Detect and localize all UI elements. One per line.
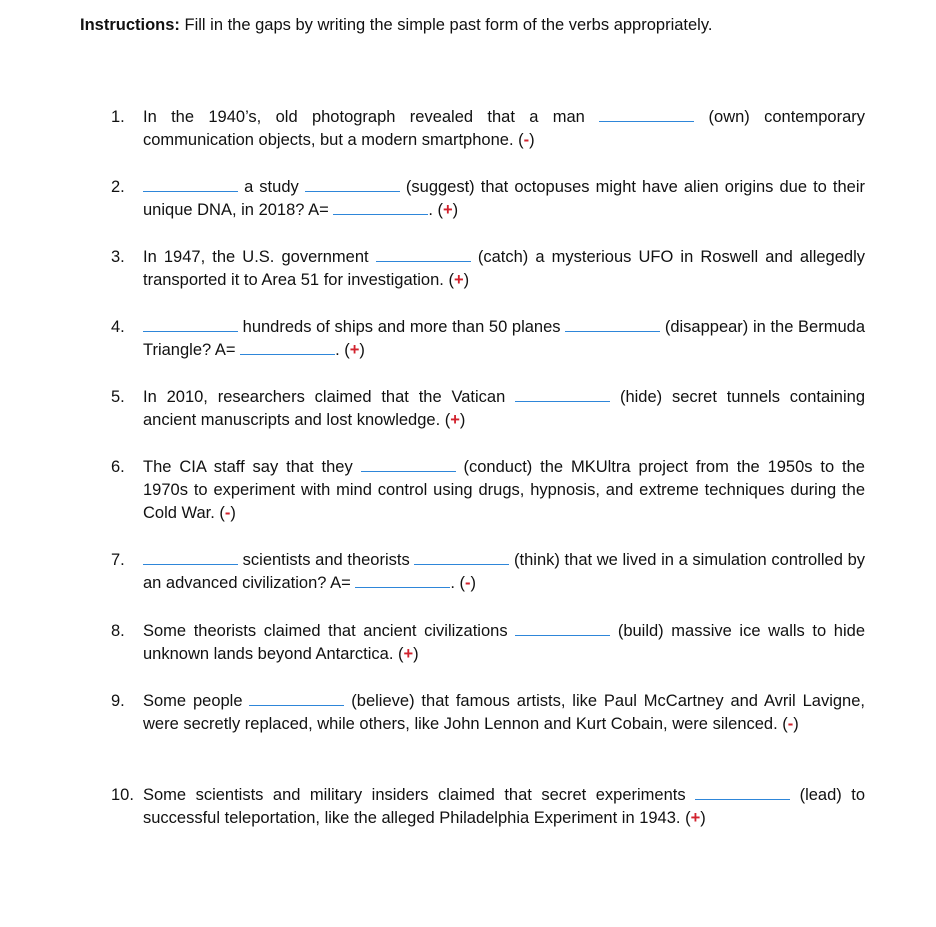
question-5 — [111, 386, 865, 432]
answer-gap[interactable] — [143, 177, 238, 192]
answer-gap[interactable] — [305, 177, 400, 192]
sign-mark: (-) — [219, 504, 236, 522]
question-text: In the 1940’s, old photograph revealed that a man — [143, 108, 600, 126]
question-number: 2. — [111, 178, 125, 196]
answer-gap[interactable] — [143, 550, 238, 565]
answer-gap[interactable] — [414, 550, 509, 565]
question-text: . — [335, 341, 345, 359]
question-text: In 2010, researchers claimed that the Vatican — [143, 388, 516, 406]
question-text: (catch) a mysterious UFO in Roswell and allegedly transported it to Area 51 for investigation. — [143, 248, 865, 289]
question-number: 8. — [111, 622, 125, 640]
sign-mark: (-) — [459, 574, 477, 592]
question-text: (hide) secret tunnels containing ancient manuscripts and lost knowledge. — [143, 388, 865, 429]
question-number: 10. — [111, 786, 134, 804]
question-text: (build) massive ice walls to hide unknown lands beyond Antarctica. — [143, 622, 865, 663]
sign-symbol: - — [224, 504, 231, 522]
answer-gap[interactable] — [515, 387, 610, 402]
instructions-text: Fill in the gaps by writing the simple past form of the verbs appropriately. — [179, 16, 713, 34]
question-text: In 1947, the U.S. government — [143, 248, 376, 266]
answer-gap[interactable] — [599, 107, 694, 122]
question-text: (think) that we lived in a simulation controlled by an advanced civilization? A= — [143, 551, 866, 592]
question-text: a study — [238, 178, 305, 196]
question-text: The CIA staff say that they — [143, 458, 361, 476]
question-7 — [111, 549, 865, 595]
answer-gap[interactable] — [249, 691, 344, 706]
question-1 — [111, 106, 865, 152]
sign-symbol: + — [349, 341, 360, 359]
question-text: (own) contemporary communication objects, but a modern smartphone. — [143, 108, 865, 149]
answer-gap[interactable] — [515, 621, 610, 636]
sign-mark: (+) — [448, 271, 470, 289]
question-text: Some scientists and military insiders claimed that secret experiments — [143, 786, 696, 804]
instructions-label: Instructions: — [80, 16, 180, 34]
question-number: 1. — [111, 108, 125, 126]
question-number: 9. — [111, 692, 125, 710]
sign-mark: (+) — [344, 341, 365, 359]
sign-symbol: + — [450, 411, 460, 429]
question-text: (believe) that famous artists, like Paul McCartney and Avril Lavigne, were secretly replaced, while others, like John Lennon and Kurt Cobain, were silenced. — [143, 692, 865, 733]
question-text: (suggest) that octopuses might have alien origins due to their unique DNA, in 2018? A= — [143, 178, 866, 219]
question-number: 3. — [111, 248, 125, 266]
sign-symbol: + — [443, 201, 453, 219]
sign-symbol: - — [465, 574, 471, 592]
sign-symbol: - — [523, 131, 530, 149]
instructions — [80, 16, 712, 35]
sign-mark: (+) — [685, 809, 706, 827]
question-4 — [111, 316, 865, 362]
answer-gap[interactable] — [695, 785, 790, 800]
answer-gap[interactable] — [565, 317, 660, 332]
question-text: scientists and theorists — [238, 551, 415, 569]
answer-gap[interactable] — [240, 340, 335, 355]
answer-gap[interactable] — [333, 200, 428, 215]
question-9 — [111, 690, 865, 736]
answer-gap[interactable] — [143, 317, 238, 332]
question-3 — [111, 246, 865, 292]
sign-mark: (+) — [398, 645, 419, 663]
question-number: 6. — [111, 458, 125, 476]
question-text: . — [450, 574, 460, 592]
question-text: (lead) to successful teleportation, like the alleged Philadelphia Experiment in 1943. — [143, 786, 865, 827]
sign-mark: (-) — [518, 131, 535, 149]
sign-symbol: + — [403, 645, 414, 663]
question-number: 7. — [111, 551, 125, 569]
question-text: hundreds of ships and more than 50 planes — [238, 318, 566, 336]
question-2 — [111, 176, 865, 222]
question-number: 4. — [111, 318, 125, 336]
sign-symbol: + — [453, 271, 464, 289]
question-text: (conduct) the MKUltra project from the 1950s to the 1970s to experiment with mind control using drugs, hypnosis, and extreme techniques during the Cold War. — [143, 458, 865, 522]
sign-symbol: - — [787, 715, 794, 733]
question-8 — [111, 620, 865, 666]
sign-symbol: + — [690, 809, 701, 827]
sign-mark: (+) — [444, 411, 466, 429]
answer-gap[interactable] — [355, 573, 450, 588]
sign-mark: (-) — [782, 715, 799, 733]
question-number: 5. — [111, 388, 125, 406]
question-text: Some people — [143, 692, 250, 710]
question-text: (disappear) in the Bermuda Triangle? A= — [143, 318, 865, 359]
question-10 — [111, 784, 865, 830]
sign-mark: (+) — [437, 201, 459, 219]
answer-gap[interactable] — [361, 457, 456, 472]
question-6 — [111, 456, 865, 525]
question-text: Some theorists claimed that ancient civilizations — [143, 622, 516, 640]
answer-gap[interactable] — [376, 247, 471, 262]
question-text: . — [428, 201, 438, 219]
